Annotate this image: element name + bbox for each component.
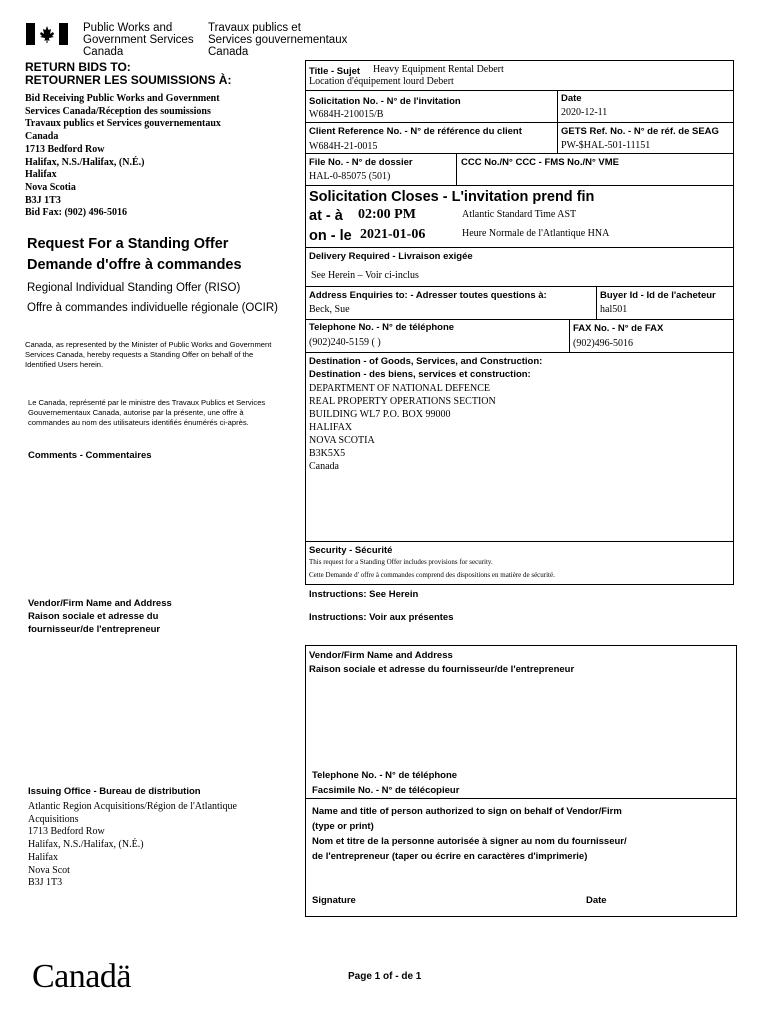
closes-at-label: at - à	[309, 208, 343, 224]
canada-flag-icon	[26, 23, 68, 45]
buyer-id-value: hal501	[600, 304, 628, 315]
department-name-en: Public Works and Government Services Canada	[83, 22, 194, 58]
closes-date-value: 2021-01-06	[360, 227, 426, 242]
solicitation-number-label: Solicitation No. - N° de l'invitation	[309, 96, 461, 107]
canada-wordmark: Canadä	[32, 958, 131, 995]
vendor-name-label-fr: Raison sociale et adresse du fournisseur/de l'entrepreneur	[309, 664, 575, 675]
delivery-required-value: See Herein – Voir ci-inclus	[311, 270, 419, 281]
buyer-id-label: Buyer Id - Id de l'acheteur	[600, 290, 716, 301]
delivery-required-label: Delivery Required - Livraison exigée	[309, 251, 473, 262]
title-label: Title - Sujet	[309, 66, 361, 77]
timezone-en: Atlantic Standard Time AST	[462, 209, 577, 220]
date-label: Date	[561, 93, 582, 104]
address-enquiries-value: Beck, Sue	[309, 304, 350, 315]
client-reference-value: W684H-21-0015	[309, 141, 378, 152]
riso-type: Regional Individual Standing Offer (RISO) Offre à commandes individuelle régionale (OCIR)	[27, 282, 278, 314]
security-text-fr: Cette Demande d' offre à commandes comprend des dispositions en matière de sécurité.	[309, 571, 555, 579]
vendor-box	[305, 645, 737, 917]
gets-reference-value: PW-$HAL-501-11151	[561, 140, 651, 151]
vendor-telephone-label: Telephone No. - N° de téléphone	[312, 770, 458, 781]
vendor-facsimile-label: Facsimile No. - N° de télécopieur	[312, 785, 460, 796]
destination-label-en: Destination - of Goods, Services, and Construction:	[309, 356, 543, 367]
instructions-fr: Instructions: Voir aux présentes	[309, 612, 454, 623]
closes-on-label: on - le	[309, 228, 352, 244]
signature-date-label: Date	[586, 895, 607, 906]
issuing-office-address: Atlantic Region Acquisitions/Région de l'Atlantique Acquisitions 1713 Bedford Row Halifax, N.S./Halifax, (N.É.) Halifax Nova Scot B3J 1T3	[28, 801, 237, 889]
authorized-person-label: Name and title of person authorized to sign on behalf of Vendor/Firm (type or print) Nom et titre de la personne autorisée à signer au nom du fournisseur/ de l'entrepreneur (taper ou écrire en caractères d'imprimerie)	[312, 806, 627, 862]
fax-label: FAX No. - N° de FAX	[573, 323, 664, 334]
client-reference-label: Client Reference No. - N° de référence du client	[309, 126, 522, 137]
solicitation-closes-label: Solicitation Closes - L'invitation prend fin	[309, 189, 595, 205]
solicitation-number-value: W684H-210015/B	[309, 109, 384, 120]
signature-label: Signature	[312, 895, 356, 906]
request-title: Request For a Standing Offer Demande d'offre à commandes	[27, 236, 242, 273]
fax-value: (902)496-5016	[573, 338, 633, 349]
telephone-label: Telephone No. - N° de téléphone	[309, 322, 455, 333]
department-name-fr: Travaux publics et Services gouvernementaux Canada	[208, 22, 348, 58]
request-paragraph-en: Canada, as represented by the Minister of Public Works and Government Services Canada, hereby requests a Standing Offer on behalf of the Identified Users herein.	[25, 340, 272, 369]
gets-reference-label: GETS Ref. No. - N° de réf. de SEAG	[561, 126, 719, 137]
instructions-en: Instructions: See Herein	[309, 589, 419, 600]
file-number-value: HAL-0-85075 (501)	[309, 171, 391, 182]
destination-label-fr: Destination - des biens, services et construction:	[309, 369, 531, 380]
title-value-fr: Location d'équipement lourd Debert	[309, 76, 454, 87]
closes-time-value: 02:00 PM	[358, 207, 416, 222]
comments-label: Comments - Commentaires	[28, 450, 152, 461]
timezone-fr: Heure Normale de l'Atlantique HNA	[462, 228, 610, 239]
security-label: Security - Sécurité	[309, 545, 393, 556]
return-bids-heading: RETURN BIDS TO: RETOURNER LES SOUMISSIONS À:	[25, 60, 232, 87]
address-enquiries-label: Address Enquiries to: - Adresser toutes questions à:	[309, 290, 547, 301]
date-value: 2020-12-11	[561, 107, 608, 118]
page-number: Page 1 of - de 1	[348, 971, 422, 982]
vendor-name-label: Vendor/Firm Name and Address	[309, 650, 453, 661]
title-value-en: Heavy Equipment Rental Debert	[373, 64, 504, 75]
vendor-left-label: Vendor/Firm Name and Address Raison sociale et adresse du fournisseur/de l'entrepreneur	[28, 598, 172, 635]
telephone-value: (902)240-5159 ( )	[309, 337, 381, 348]
file-number-label: File No. - N° de dossier	[309, 157, 413, 168]
security-text-en: This request for a Standing Offer includes provisions for security.	[309, 558, 493, 566]
request-paragraph-fr: Le Canada, représenté par le ministre des Travaux Publics et Services Gouvernementaux Canada, autorise par la présente, une offre à commandes au nom des utilisateurs identifiés énumérés ci-après.	[28, 398, 266, 427]
ccc-fms-label: CCC No./N° CCC - FMS No./N° VME	[461, 157, 620, 168]
destination-address: DEPARTMENT OF NATIONAL DEFENCE REAL PROPERTY OPERATIONS SECTION BUILDING WL7 P.O. BOX 99000 HALIFAX NOVA SCOTIA B3K5X5 Canada	[309, 383, 496, 472]
return-bids-address: Bid Receiving Public Works and Government Services Canada/Réception des soumissions Travaux publics et Services gouvernementaux Canada 1713 Bedford Row Halifax, N.S./Halifax, (N.É.) Halifax Nova Scotia B3J 1T3 Bid Fax: (902) 496-5016	[25, 93, 221, 219]
issuing-office-label: Issuing Office - Bureau de distribution	[28, 786, 201, 797]
